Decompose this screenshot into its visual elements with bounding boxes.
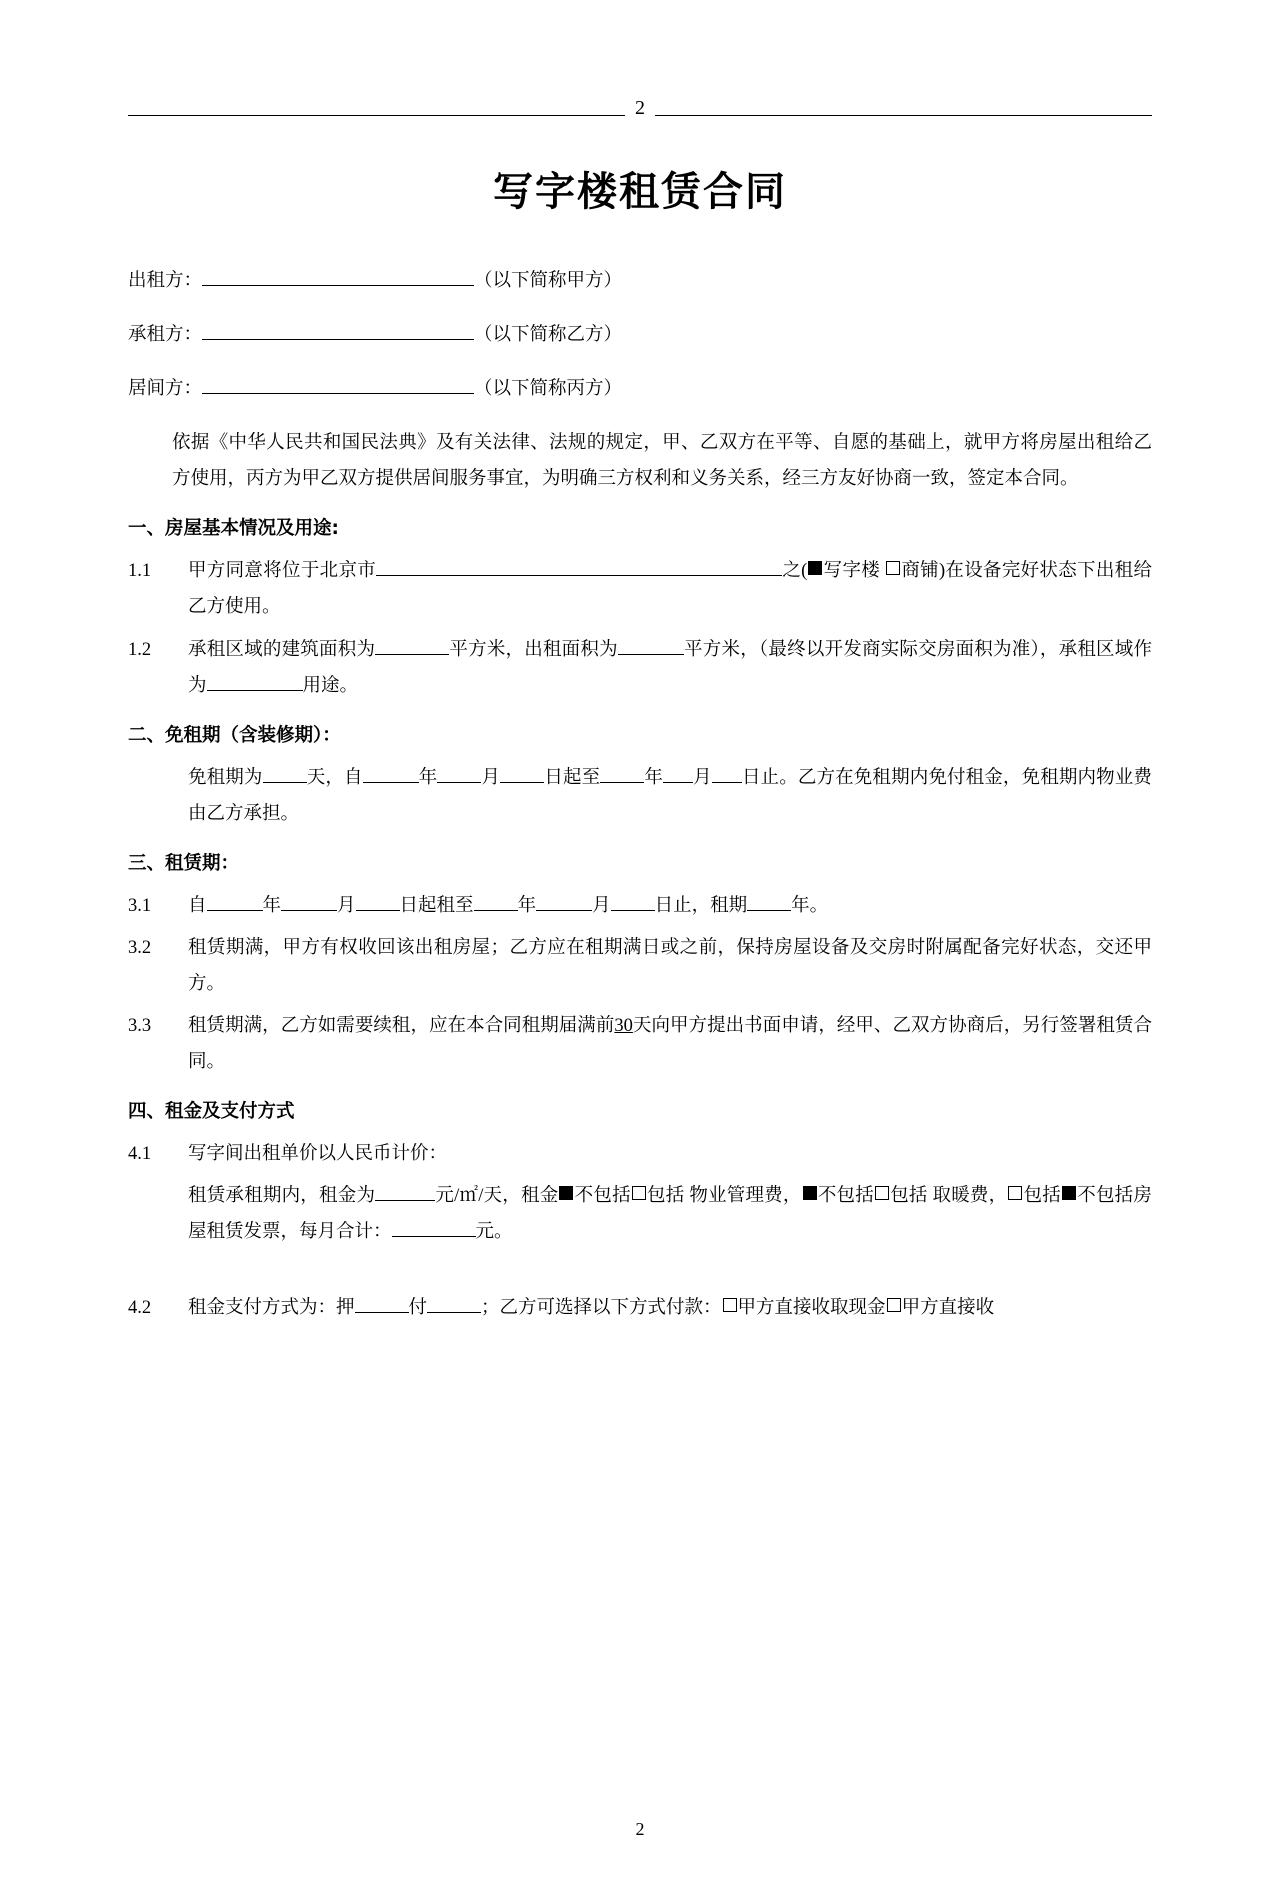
clause-4-1-exclude-1: 不包括 [574,1186,631,1207]
checkbox-exclude-invoice-checked[interactable] [1062,1186,1076,1200]
clause-4-1-item-1: 物业管理费， [689,1186,802,1207]
clause-3-1-end-year-blank[interactable] [474,890,518,910]
clause-1-1-address-blank[interactable] [376,556,782,576]
clause-4-2-option-2: 甲方直接收 [901,1298,995,1319]
clause-3-3-days-value: 30 [614,1016,633,1037]
clause-2-text-f: 年 [644,767,664,788]
party-label-broker: 居间方： [128,379,203,400]
clause-1-1 [128,553,1152,625]
section-heading-4: 四、租金及支付方式 [128,1101,295,1123]
preamble-paragraph: 依据《中华人民共和国民法典》及有关法律、法规的规定，甲、乙双方在平等、自愿的基础上，就甲方将房屋出租给乙方使用，丙方为甲乙双方提供居间服务事宜，为明确三方权利和义务关系，经三方友好协商一致，签定本合同。 [172,433,1152,490]
party-suffix-broker: （以下简称丙方） [474,379,623,400]
clause-2-end-day-blank[interactable] [712,762,742,782]
clause-1-1-text-a: 甲方同意将位于北京市 [188,561,377,582]
clause-3-1-term-blank[interactable] [747,890,791,910]
party-line-broker [128,371,1152,407]
clause-4-2-option-1: 甲方直接收取现金 [737,1298,886,1319]
clause-number-3-3: 3.3 [128,1016,152,1037]
clause-number-3-1: 3.1 [128,895,152,916]
clause-1-2-rent-area-blank[interactable] [618,634,684,654]
clause-4-2 [128,1290,1152,1326]
party-suffix-lessor: （以下简称甲方） [474,271,623,291]
clause-2-text-d: 月 [481,767,501,788]
section-heading-2: 二、免租期（含装修期）： [128,724,341,746]
clause-3-3 [128,1008,1152,1080]
page-title: 写字楼租赁合同 [493,169,787,215]
clause-1-1-option-shop: 商铺 [901,561,939,582]
clause-4-1-include-3: 包括 [1023,1186,1062,1207]
clause-3-3-text-a: 租赁期满，乙方如需要续租，应在本合同租期届满前 [188,1016,615,1037]
clause-4-1-exclude-2: 不包括 [817,1186,874,1207]
clause-2-end-year-blank[interactable] [600,762,644,782]
clause-1-2-usage-blank[interactable] [207,670,303,690]
clause-3-1-text-e: 年 [517,895,537,916]
checkbox-direct-collect-unchecked[interactable] [887,1298,901,1312]
clause-3-1-start-month-blank[interactable] [281,890,337,910]
clause-4-1-text-a: 租赁承租期内，租金为 [188,1186,376,1207]
checkbox-exclude-heating-checked[interactable] [803,1186,817,1200]
party-blank-lessee[interactable] [202,320,474,340]
document-page [0,82,1280,1892]
party-blank-broker[interactable] [202,374,474,394]
clause-3-1 [128,888,1152,924]
clause-1-2-text-c: 平方米，（最终以开发商实际交房面积为准），承租区域作为 [188,639,1152,696]
clause-3-1-text-h: 年。 [791,895,829,916]
clause-1-2-text-d: 用途。 [302,675,359,696]
clause-4-1-exclude-3: 不包括 [1077,1186,1134,1207]
clause-3-3-text-b: 天向甲方提出书面申请，经甲、乙双方协商后，另行签署租赁合同。 [188,1016,1152,1073]
clause-number-3-2: 3.2 [128,937,152,958]
clause-1-2-gross-area-blank[interactable] [375,634,449,654]
clause-number-1-1: 1.1 [128,561,152,582]
clause-4-1-include-2: 包括 [890,1186,928,1207]
clause-2-start-day-blank[interactable] [500,762,544,782]
clause-4-2-payment-blank[interactable] [427,1293,481,1313]
spacer [128,1256,1152,1290]
clause-4-1 [128,1136,1152,1172]
clause-2-start-month-blank[interactable] [437,762,481,782]
clause-3-1-text-b: 年 [262,895,282,916]
section-heading-1: 一、房屋基本情况及用途: [128,518,339,540]
clause-4-1-text-c: 元。 [475,1222,513,1243]
clause-1-2-text-b: 平方米，出租面积为 [449,639,618,660]
clause-4-1-body [128,1178,1152,1250]
clause-3-1-text-f: 月 [592,895,611,916]
clause-3-1-text-c: 月 [337,895,356,916]
clause-3-1-start-day-blank[interactable] [356,890,400,910]
clause-3-2-text: 租赁期满，甲方有权收回该出租房屋；乙方应在租期满日或之前，保持房屋设备及交房时附属配备完好状态，交还甲方。 [188,937,1152,994]
clause-3-1-start-year-blank[interactable] [207,890,263,910]
clause-2-text-e: 日起至 [544,767,601,788]
clause-1-2 [128,632,1152,704]
clause-2-start-year-blank[interactable] [363,762,419,782]
checkbox-include-heating-unchecked[interactable] [875,1186,889,1200]
document-body [128,263,1152,1327]
checkbox-office-checked[interactable] [808,561,822,575]
clause-4-1-title: 写字间出租单价以人民币计价： [188,1144,448,1165]
clause-1-1-text-b: 之( [782,561,808,582]
party-label-lessor: 出租方： [128,271,203,291]
clause-number-4-1: 4.1 [128,1144,152,1165]
checkbox-cash-direct-unchecked[interactable] [723,1298,737,1312]
clause-4-1-monthly-total-blank[interactable] [392,1217,476,1237]
clause-3-1-text-g: 日止，租期 [654,895,748,916]
clause-number-1-2: 1.2 [128,639,152,660]
header-page-number: 2 [625,98,655,118]
clause-4-2-text-a: 租金支付方式为：押 [188,1298,355,1319]
clause-4-2-deposit-blank[interactable] [355,1293,409,1313]
party-line-lessor [128,263,1152,299]
checkbox-exclude-property-fee-checked[interactable] [559,1186,573,1200]
clause-2-end-month-blank[interactable] [663,762,693,782]
clause-number-4-2: 4.2 [128,1298,152,1319]
clause-4-1-unit-price-blank[interactable] [375,1181,435,1201]
footer-page-number: 2 [635,1819,645,1839]
clause-3-1-text-d: 日起租至 [399,895,474,916]
clause-4-1-item-3: 房屋租赁发票，每月合计： [188,1186,1152,1243]
clause-2-text-a: 免租期为 [188,767,263,788]
clause-4-2-text-b: 付 [408,1298,428,1319]
checkbox-shop-unchecked[interactable] [886,561,900,575]
clause-4-1-include-1: 包括 [646,1186,685,1207]
clause-2-text-b: 天，自 [306,767,363,788]
clause-4-1-item-2: 取暖费， [932,1186,1008,1207]
party-blank-lessor[interactable] [202,266,474,286]
clause-3-1-end-day-blank[interactable] [611,890,655,910]
clause-2-text-g: 月 [693,767,712,788]
clause-4-2-text-c: ；乙方可选择以下方式付款： [481,1298,722,1319]
page-header [128,82,1152,119]
clause-3-1-text-a: 自 [188,895,207,916]
checkbox-include-property-fee-unchecked[interactable] [632,1186,646,1200]
clause-3-1-end-month-blank[interactable] [536,890,592,910]
section-heading-3: 三、租赁期： [128,852,240,874]
clause-1-1-text-c: )在设备完好状态下出租给乙方使用。 [188,561,1152,618]
clause-1-1-option-office: 写字楼 [823,561,881,582]
clause-2-text-c: 年 [418,767,438,788]
clause-3-2 [128,930,1152,1002]
clause-2-days-blank[interactable] [263,762,307,782]
party-label-lessee: 承租方： [128,325,203,346]
checkbox-include-invoice-unchecked[interactable] [1008,1186,1022,1200]
clause-1-2-text-a: 承租区域的建筑面积为 [188,639,376,660]
clause-2-body [128,760,1152,832]
clause-2-text-h: 日止。乙方在免租期内免付租金，免租期内物业费由乙方承担。 [188,767,1152,824]
clause-4-1-text-b: 元/㎡/天，租金 [435,1186,559,1207]
party-line-lessee [128,317,1152,353]
party-suffix-lessee: （以下简称乙方） [474,325,623,346]
